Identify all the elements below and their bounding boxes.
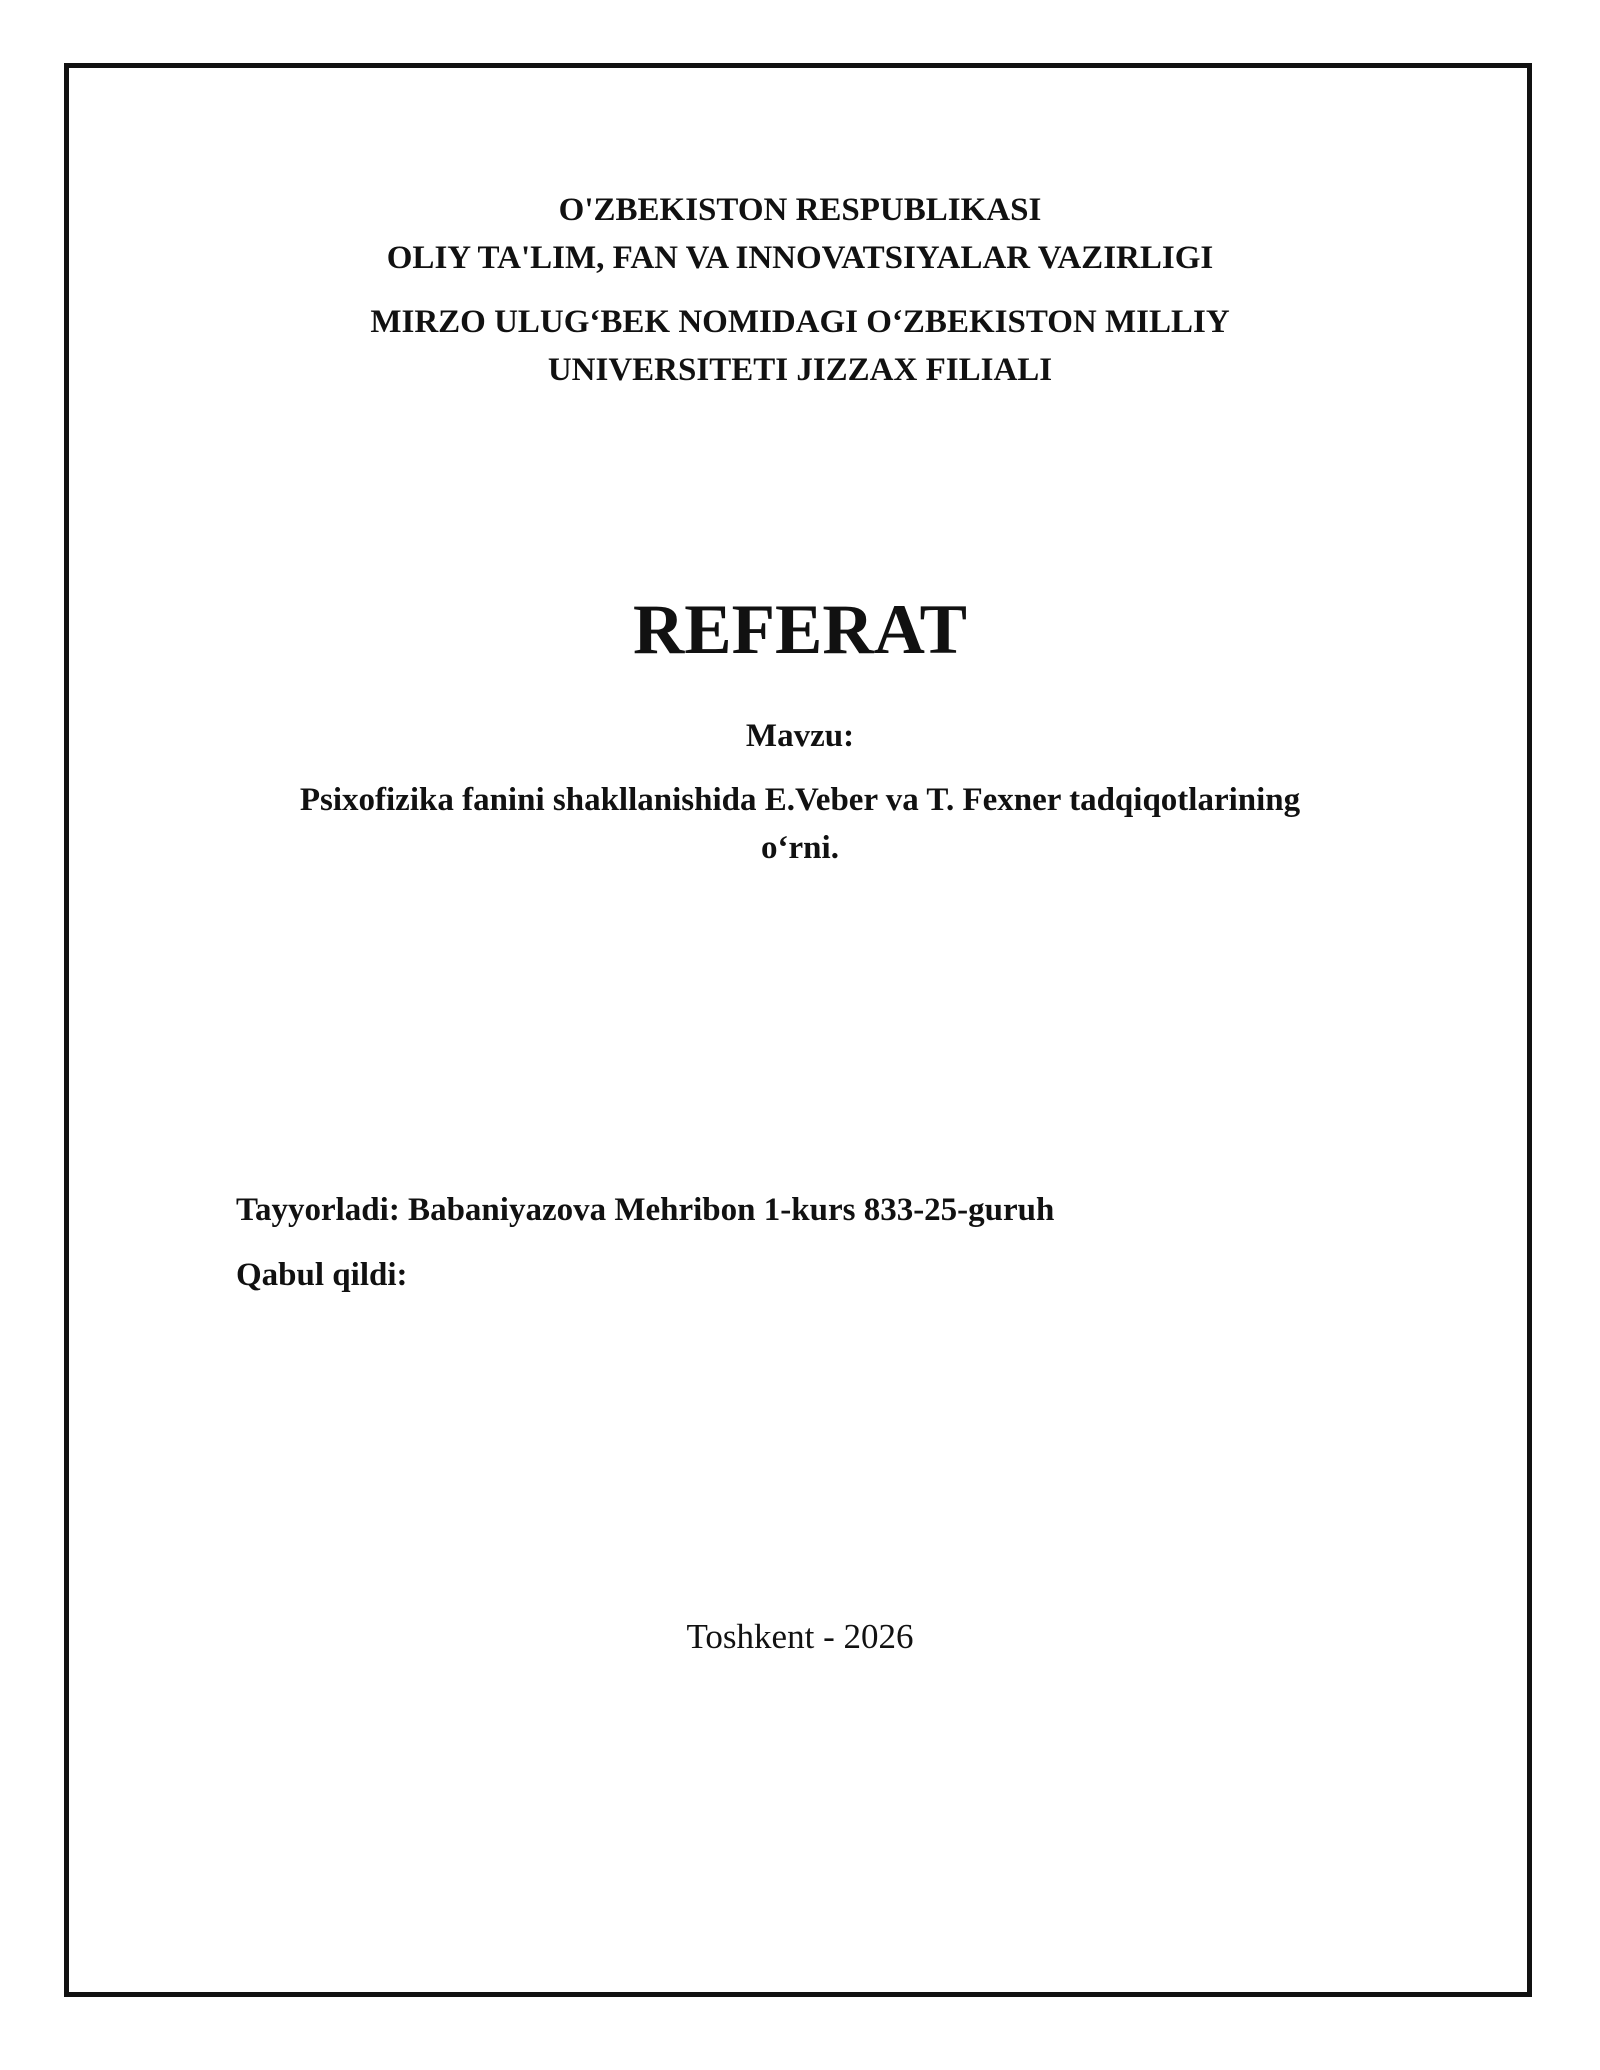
topic-label: Mavzu: xyxy=(745,718,855,754)
ministry-country-line: O'ZBEKISTON RESPUBLIKASI xyxy=(558,192,1042,228)
city-year-line: Toshkent - 2026 xyxy=(686,1617,914,1656)
accepted-by-line: Qabul qildi: xyxy=(236,1257,408,1293)
document-title: REFERAT xyxy=(633,591,967,669)
ministry-name-line: OLIY TA'LIM, FAN VA INNOVATSIYALAR VAZIRLIGI xyxy=(386,240,1214,276)
university-branch-line: UNIVERSITETI JIZZAX FILIALI xyxy=(547,352,1053,388)
topic-text-line-2: o‘rni. xyxy=(761,830,839,866)
university-name-line: MIRZO ULUG‘BEK NOMIDAGI O‘ZBEKISTON MILLIY xyxy=(370,304,1230,340)
topic-text-line-1: Psixofizika fanini shakllanishida E.Veber va T. Fexner tadqiqotlarining xyxy=(299,782,1301,818)
prepared-by-line: Tayyorladi: Babaniyazova Mehribon 1-kurs 833-25-guruh xyxy=(236,1192,1055,1228)
